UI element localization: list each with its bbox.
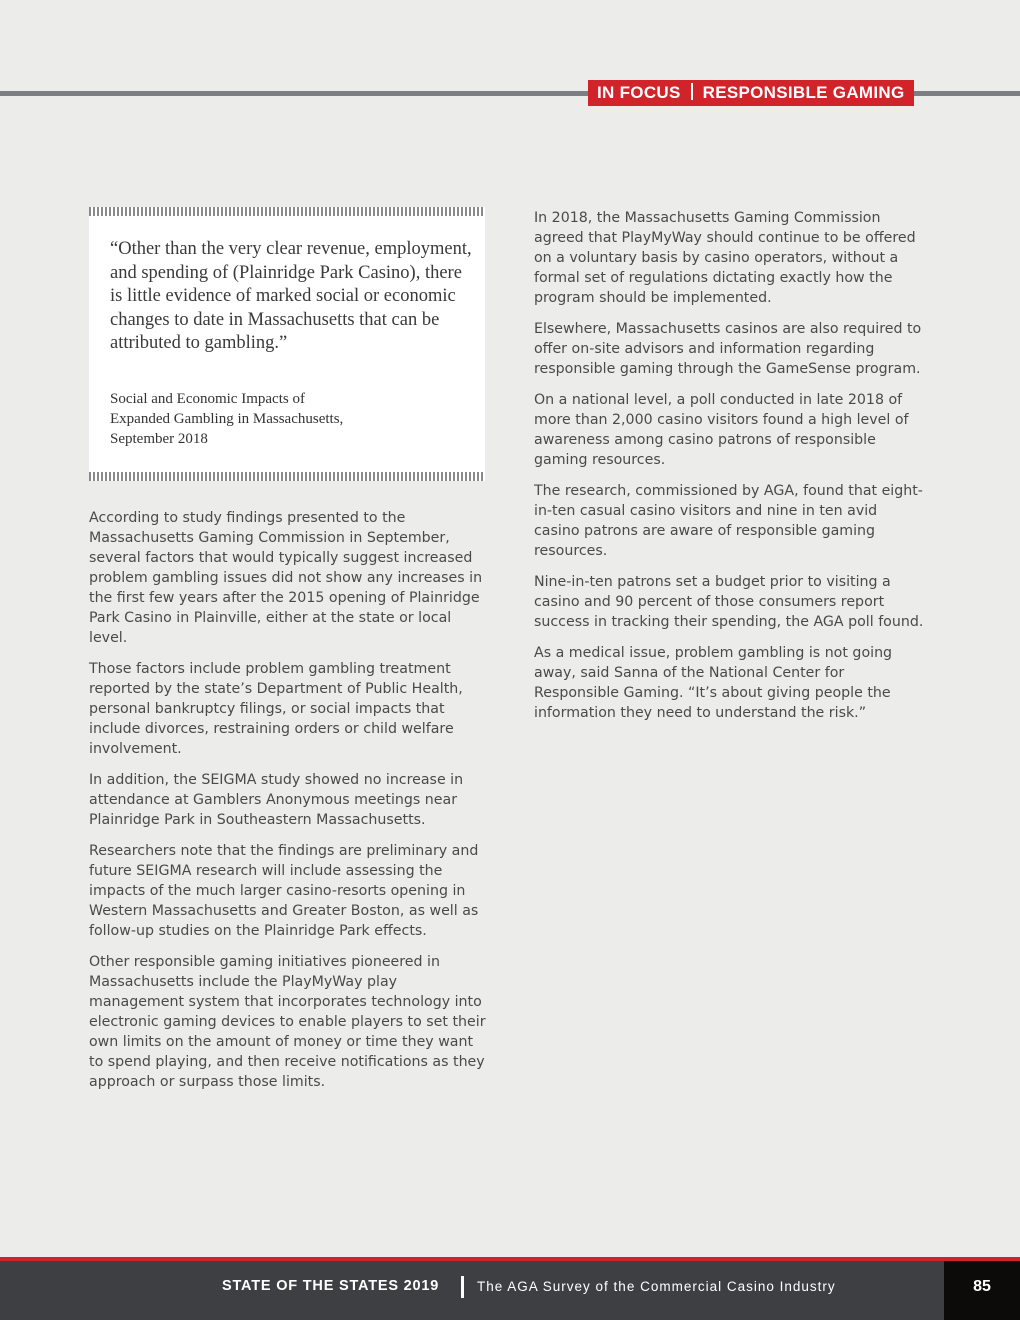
body-paragraph: The research, commissioned by AGA, found that eight-in-ten casual casino visitors and nine in ten avid casino patrons are aware of responsible gaming resources. xyxy=(534,483,923,559)
pull-quote-box xyxy=(89,207,485,481)
body-paragraph: On a national level, a poll conducted in late 2018 of more than 2,000 casino visitors found a high level of awareness among casino patrons of responsible gaming resources. xyxy=(534,392,909,468)
footer-bar xyxy=(0,1261,944,1320)
body-paragraph: Nine-in-ten patrons set a budget prior to visiting a casino and 90 percent of those consumers report success in tracking their spending, the AGA poll found. xyxy=(534,574,924,630)
page-number: 85 xyxy=(944,1261,1020,1320)
pull-quote-bottom-border xyxy=(89,472,485,481)
pull-quote-source-line: Expanded Gambling in Massachusetts, xyxy=(110,411,344,427)
body-paragraph: Those factors include problem gambling treatment reported by the state’s Department of Public Health, personal bankruptcy filings, or social impacts that include divorces, restraining orders or child welfare involvement. xyxy=(89,661,463,757)
body-paragraph: In addition, the SEIGMA study showed no increase in attendance at Gamblers Anonymous meetings near Plainridge Park in Southeastern Massachusetts. xyxy=(89,772,464,828)
body-paragraph: As a medical issue, problem gambling is not going away, said Sanna of the National Center for Responsible Gaming. “It’s about giving people the information they need to understand the risk.” xyxy=(534,645,893,721)
section-header-tab xyxy=(588,80,914,106)
pull-quote-top-border xyxy=(89,207,485,216)
footer-divider xyxy=(461,1276,464,1298)
pull-quote-source-line: September 2018 xyxy=(110,431,208,447)
pull-quote-source xyxy=(110,389,440,449)
left-column xyxy=(89,508,487,1103)
pull-quote-source-line: Social and Economic Impacts of xyxy=(110,391,305,407)
body-paragraph: Other responsible gaming initiatives pioneered in Massachusetts include the PlayMyWay play management system that incorporates technology into electronic gaming devices to enable players to set their own limits on the amount of money or time they want to spend playing, and then receive notifications as they approach or surpass those limits. xyxy=(89,954,486,1090)
body-paragraph: In 2018, the Massachusetts Gaming Commission agreed that PlayMyWay should continue to be offered on a voluntary basis by casino operators, without a formal set of regulations dictating exactly how the program should be implemented. xyxy=(534,210,916,306)
footer-publication-subtitle: The AGA Survey of the Commercial Casino Industry xyxy=(477,1279,836,1294)
body-paragraph: According to study findings presented to the Massachusetts Gaming Commission in September, several factors that would typically suggest increased problem gambling issues did not show any increases in the first few years after the 2015 opening of Plainridge Park Casino in Plainville, either at the state or local level. xyxy=(89,510,483,646)
body-paragraph: Elsewhere, Massachusetts casinos are also required to offer on-site advisors and information regarding responsible gaming through the GameSense program. xyxy=(534,321,922,377)
body-paragraph: Researchers note that the findings are preliminary and future SEIGMA research will include assessing the impacts of the much larger casino-resorts opening in Western Massachusetts and Greater Boston, as well as follow-up studies on the Plainridge Park effects. xyxy=(89,843,479,939)
topic-label: RESPONSIBLE GAMING xyxy=(702,83,905,102)
pull-quote-text: “Other than the very clear revenue, employment, and spending of (Plainridge Park Casino), there is little evidence of marked social or economic changes to date in Massachusetts that can be attributed to gambling.” xyxy=(110,239,472,353)
footer-publication-title: STATE OF THE STATES 2019 xyxy=(222,1278,440,1294)
section-separator xyxy=(691,83,693,100)
section-label: IN FOCUS xyxy=(597,83,681,102)
right-column xyxy=(534,208,926,734)
